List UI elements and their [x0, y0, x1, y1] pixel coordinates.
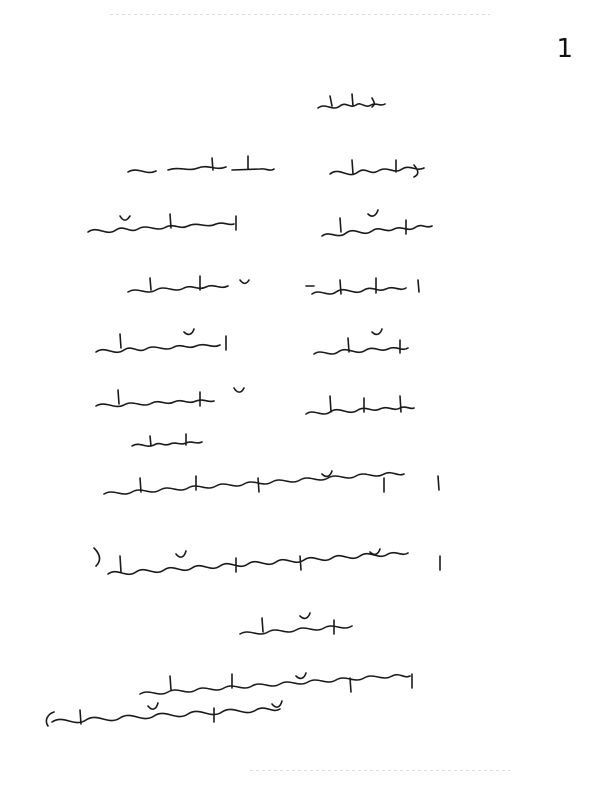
handwritten-line-6	[132, 434, 202, 446]
page-number: 1	[556, 34, 573, 64]
handwritten-paragraph-4	[140, 673, 412, 694]
handwritten-paragraph-3	[240, 613, 352, 634]
handwritten-line-4	[96, 329, 408, 354]
handwritten-line-5	[96, 388, 414, 414]
handwritten-line-2	[88, 210, 432, 236]
handwritten-line-1	[128, 156, 424, 177]
handwritten-signature	[46, 701, 282, 726]
handwritten-paragraph-2	[94, 548, 440, 574]
handwritten-line-3	[128, 276, 419, 294]
handwritten-heading	[318, 94, 385, 108]
handwritten-paragraph-1	[104, 471, 439, 494]
